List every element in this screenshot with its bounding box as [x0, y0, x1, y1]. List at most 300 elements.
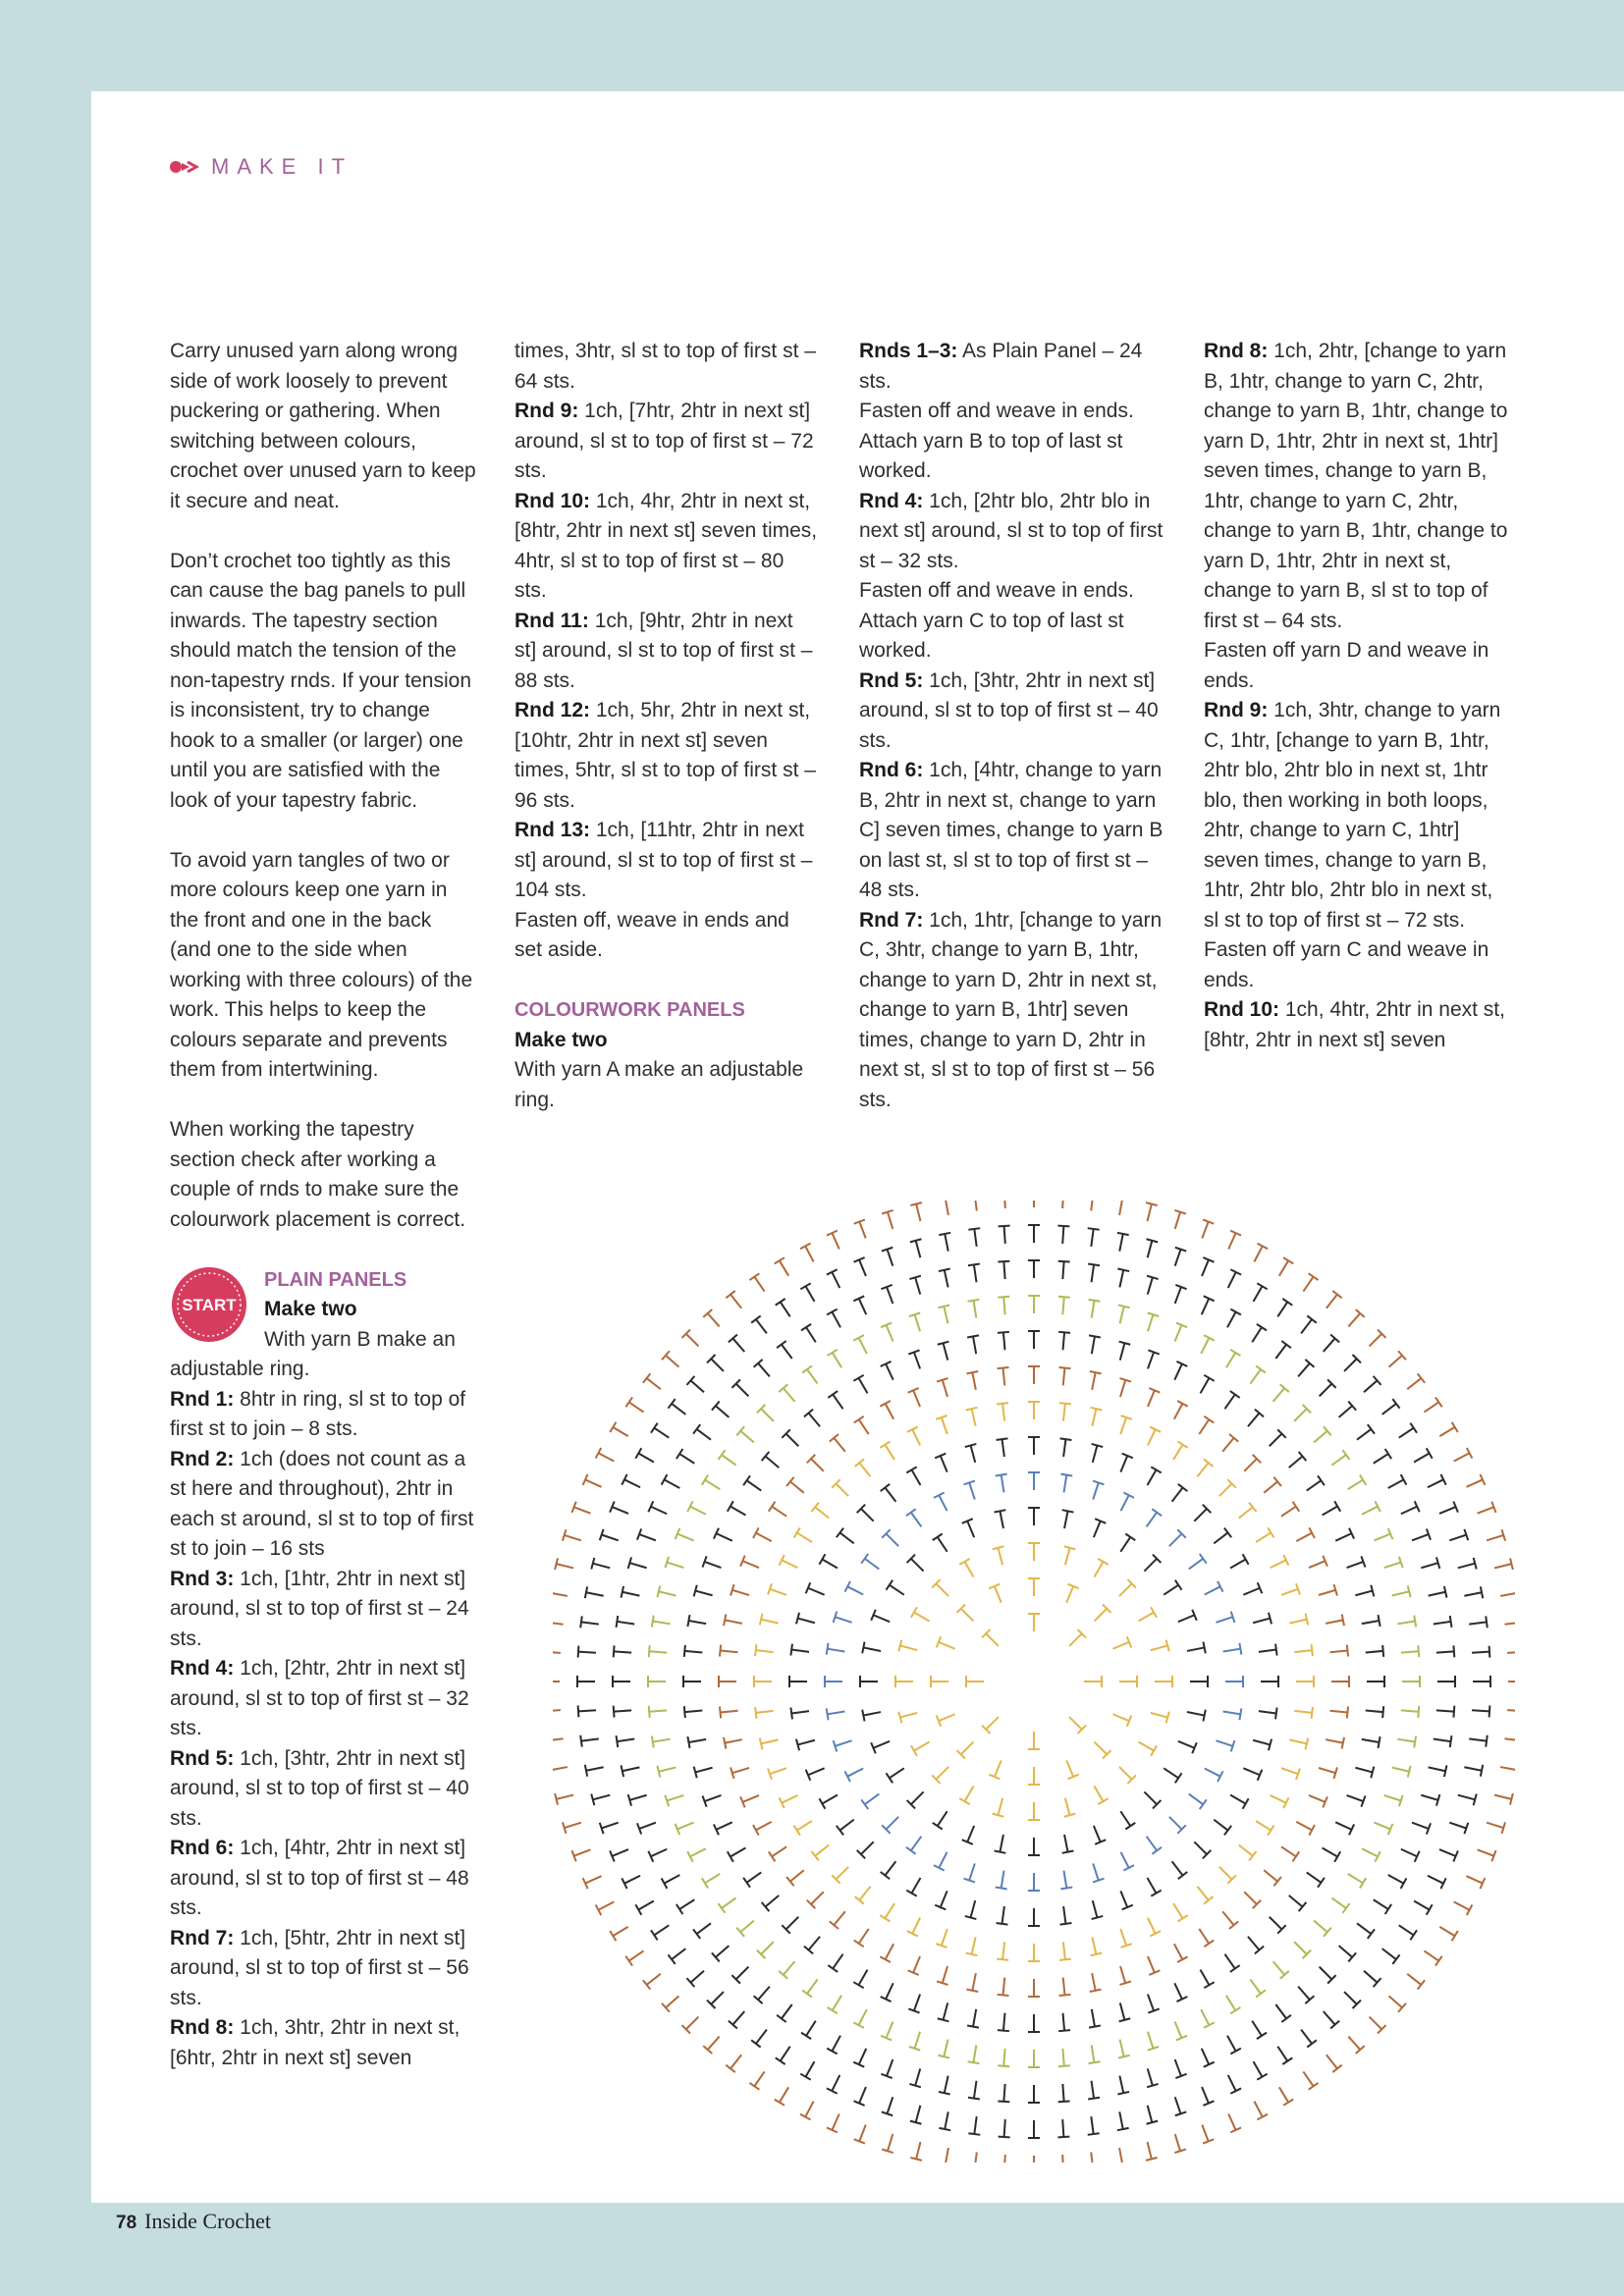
stitch-symbol: [1421, 1946, 1442, 1965]
stitch-symbol: [806, 1763, 827, 1781]
stitch-symbol: [964, 1481, 981, 1502]
stitch-symbol: [1253, 1816, 1274, 1836]
stitch-symbol: [1195, 1375, 1214, 1397]
stitch-symbol: [1410, 1817, 1431, 1835]
stitch-symbol: [1240, 1888, 1261, 1908]
stitch-symbol: [736, 1426, 757, 1447]
stitch-symbol: [694, 1762, 714, 1778]
stitch-symbol: [832, 1863, 852, 1884]
stitch-symbol: [1186, 1706, 1206, 1721]
stitch-symbol: [657, 1762, 677, 1778]
stitch-symbol: [776, 1299, 795, 1320]
stitch-symbol: [853, 2046, 871, 2066]
stitch-symbol: [862, 1642, 882, 1657]
stitch-symbol: [1085, 2115, 1099, 2134]
stitch-symbol: [553, 1761, 568, 1776]
stitch-symbol: [1193, 1883, 1214, 1904]
stitch-symbol: [1433, 1616, 1452, 1629]
round-line: Rnd 9: 1ch, [7htr, 2htr in next st] around, sl st to top of first st – 72 sts.: [514, 400, 814, 482]
stitch-symbol: [1398, 1843, 1419, 1861]
stitch-symbol: [997, 1905, 1010, 1924]
stitch-symbol: [789, 1676, 807, 1687]
stitch-symbol: [827, 2033, 845, 2055]
stitch-symbol: [1464, 1871, 1485, 1889]
stitch-symbol: [908, 1992, 925, 2012]
stitch-symbol: [662, 1474, 683, 1493]
stitch-symbol: [1335, 1402, 1356, 1422]
stitch-symbol: [982, 1713, 1002, 1734]
stitch-symbol: [1169, 1362, 1187, 1382]
stitch-symbol: [1142, 1467, 1161, 1488]
stitch-symbol: [1435, 1645, 1454, 1658]
stitch-symbol: [1028, 1472, 1040, 1490]
stitch-symbol: [648, 1501, 669, 1519]
stitch-symbol: [882, 2132, 898, 2153]
stitch-symbol: [881, 1484, 900, 1506]
stitch-symbol: [1167, 1484, 1187, 1506]
stitch-symbol: [886, 1580, 907, 1600]
stitch-symbol: [610, 1502, 630, 1520]
stitch-symbol: [702, 1869, 724, 1889]
stitch-symbol: [651, 1423, 673, 1443]
stitch-symbol: [854, 1219, 872, 1240]
stitch-symbol: [1249, 2099, 1268, 2120]
stitch-symbol: [909, 2067, 926, 2088]
arrow-bullet-icon: [170, 159, 199, 175]
stitch-symbol: [610, 1422, 631, 1442]
stitch-symbol: [731, 1762, 751, 1779]
stitch-symbol: [1196, 1335, 1215, 1356]
stitch-symbol: [1420, 1557, 1440, 1574]
stitch-symbol: [779, 1957, 799, 1978]
stitch-symbol: [999, 1226, 1011, 1245]
stitch-symbol: [687, 1734, 707, 1748]
stitch-symbol: [1294, 1644, 1313, 1658]
stitch-symbol: [965, 1899, 981, 1919]
stitch-symbol: [1028, 2050, 1040, 2067]
stitch-symbol: [1272, 2043, 1292, 2064]
stitch-symbol: [939, 1269, 954, 1289]
stitch-symbol: [1028, 1543, 1040, 1561]
stitch-symbol: [880, 1441, 899, 1463]
stitch-symbol: [712, 1402, 732, 1422]
stitch-symbol: [908, 1954, 926, 1975]
start-badge-label: START: [182, 1295, 237, 1314]
stitch-symbol: [1268, 1789, 1288, 1808]
stitch-symbol: [754, 1676, 772, 1687]
stitch-symbol: [1456, 1789, 1476, 1805]
stitch-symbol: [553, 1704, 561, 1717]
stitch-symbol: [755, 1644, 774, 1658]
stitch-symbol: [857, 1838, 878, 1858]
stitch-symbol: [665, 1557, 685, 1574]
stitch-symbol: [1329, 1645, 1348, 1659]
stitch-symbol: [1056, 2048, 1069, 2066]
stitch-symbol: [854, 1926, 874, 1948]
stitch-symbol: [591, 1558, 611, 1574]
tip-paragraph: Don’t crochet too tightly as this can cause the bag panels to pull inwards. The tapestry section should match the tension of the non-tapestry rnds. If your tension is inconsistent, try to change hook to a smaller (or larger) one until you are satisfied with the look of your tapestry fabric.: [170, 549, 471, 812]
stitch-symbol: [553, 1676, 560, 1687]
stitch-symbol: [1142, 2067, 1159, 2088]
stitch-symbol: [1420, 1789, 1440, 1806]
stitch-symbol: [1185, 1789, 1207, 1809]
stitch-symbol: [1028, 1296, 1040, 1313]
stitch-symbol: [996, 1474, 1010, 1494]
stitch-symbol: [1114, 2038, 1130, 2057]
stitch-symbol: [882, 1529, 902, 1550]
round-line: Rnd 6: 1ch, [4htr, 2htr in next st] around, sl st to top of first st – 48 sts.: [170, 1837, 469, 1919]
stitch-symbol: [1507, 1646, 1515, 1659]
stitch-symbol: [702, 1556, 723, 1573]
stitch-symbol: [807, 1888, 828, 1908]
stitch-symbol: [583, 1871, 604, 1889]
stitch-symbol: [844, 1763, 865, 1782]
stitch-symbol: [1169, 1941, 1188, 1962]
stitch-symbol: [871, 1610, 892, 1628]
round-line: Rnd 12: 1ch, 5hr, 2htr in next st, [10htr, 2htr in next st] seven times, 5htr, sl st to top of first st – 96 sts.: [514, 699, 816, 812]
stitch-symbol: [1115, 1889, 1133, 1909]
plain-panels-heading: PLAIN PANELS: [264, 1268, 407, 1291]
stitch-symbol: [677, 1449, 698, 1468]
stitch-symbol: [1365, 1705, 1383, 1719]
stitch-symbol: [1028, 2085, 1040, 2103]
stitch-symbol: [762, 1891, 784, 1911]
stitch-symbol: [1056, 1261, 1069, 1280]
stitch-symbol: [832, 1479, 852, 1500]
stitch-symbol: [989, 1584, 1006, 1605]
stitch-symbol: [1310, 1916, 1330, 1937]
stitch-symbol: [1056, 2155, 1069, 2163]
stitch-symbol: [777, 2001, 796, 2022]
stitch-symbol: [1216, 1479, 1236, 1500]
stitch-symbol: [731, 1962, 752, 1983]
stitch-symbol: [1307, 1789, 1327, 1807]
stitch-symbol: [1252, 1735, 1272, 1750]
stitch-symbol: [793, 1816, 815, 1836]
stitch-symbol: [932, 1579, 952, 1600]
stitch-symbol: [1320, 1842, 1341, 1861]
stitch-symbol: [939, 1233, 953, 1253]
stitch-symbol: [749, 2068, 769, 2090]
stitch-symbol: [1220, 1950, 1240, 1972]
stitch-symbol: [703, 2033, 724, 2054]
stitch-symbol: [1176, 1610, 1197, 1628]
stitch-symbol: [999, 2155, 1011, 2163]
stitch-symbol: [997, 1942, 1010, 1960]
stitch-symbol: [1447, 1817, 1468, 1834]
stitch-symbol: [720, 1645, 738, 1659]
stitch-symbol: [1086, 1300, 1101, 1319]
stitch-symbol: [1197, 2085, 1215, 2106]
stitch-symbol: [1359, 1501, 1380, 1520]
stitch-symbol: [907, 1788, 928, 1808]
stitch-symbol: [1190, 1676, 1208, 1687]
stitch-symbol: [1400, 1645, 1419, 1658]
instruction-line: Rnd 9: 1ch, 3htr, change to yarn C, 1htr, [change to yarn B, 1htr, 2htr blo, 2htr blo in next st, 1htr blo, then working in both loops, 2htr, change to yarn C, 1htr] seven times, change to yarn B, 1htr, 2htr blo, 2htr blo in next st, sl st to top of first st – 72 sts.: [1204, 699, 1501, 932]
stitch-symbol: [1087, 1444, 1103, 1464]
instruction-line: Fasten off yarn C and weave in ends.: [1204, 938, 1489, 991]
stitch-symbol: [1272, 2001, 1291, 2022]
stitch-symbol: [931, 1676, 948, 1687]
plain-panels-intro: With yarn B make an adjustable ring.: [170, 1327, 456, 1380]
stitch-symbol: [968, 2044, 983, 2063]
stitch-symbol: [1222, 2033, 1241, 2055]
stitch-symbol: [855, 1883, 876, 1904]
stitch-symbol: [1115, 1849, 1134, 1870]
stitch-symbol: [940, 2147, 954, 2163]
stitch-symbol: [1216, 1863, 1236, 1884]
stitch-symbol: [1222, 1309, 1241, 1331]
stitch-symbol: [1087, 1899, 1103, 1919]
stitch-symbol: [881, 1858, 900, 1880]
stitch-symbol: [703, 1309, 724, 1330]
stitch-symbol: [1260, 1866, 1281, 1887]
stitch-symbol: [1057, 1438, 1071, 1457]
stitch-symbol: [1353, 1424, 1375, 1444]
instruction-line: Rnds 1–3: As Plain Panel – 24 sts.: [859, 340, 1143, 393]
stitch-symbol: [997, 1403, 1010, 1421]
stitch-symbol: [1169, 1210, 1186, 1231]
stitch-symbol: [1227, 1789, 1249, 1808]
stitch-symbol: [1142, 1427, 1161, 1448]
stitch-symbol: [1437, 1676, 1455, 1687]
stitch-symbol: [762, 1452, 784, 1472]
stitch-symbol: [786, 1477, 808, 1498]
stitch-symbol: [702, 1475, 724, 1495]
stitch-symbol: [686, 1966, 707, 1987]
stitch-symbol: [1322, 1291, 1342, 1312]
stitch-symbol: [625, 1946, 647, 1965]
stitch-symbol: [1221, 1350, 1241, 1371]
stitch-symbol: [938, 1305, 953, 1324]
stitch-symbol: [1149, 1640, 1168, 1656]
stitch-symbol: [933, 1808, 952, 1830]
stitch-symbol: [1028, 1402, 1040, 1419]
stitch-symbol: [936, 1927, 952, 1948]
stitch-symbol: [1294, 1360, 1315, 1380]
stitch-symbol: [782, 1912, 802, 1933]
stitch-symbol: [998, 1261, 1010, 1280]
stitch-symbol: [854, 2122, 872, 2143]
stitch-symbol: [585, 1586, 605, 1601]
stitch-symbol: [934, 1492, 952, 1513]
plain-panels-block: [170, 1265, 476, 2074]
stitch-symbol: [622, 1762, 641, 1778]
stitch-symbol: [1507, 1704, 1515, 1717]
stitch-symbol: [596, 1448, 618, 1467]
stitch-symbol: [553, 1646, 561, 1659]
round-line: Rnd 7: 1ch, [5htr, 2htr in next st] around, sl st to top of first st – 56 sts.: [170, 1926, 469, 2009]
stitch-symbol: [1222, 2072, 1241, 2093]
stitch-symbol: [1197, 1257, 1215, 1278]
stitch-symbol: [827, 1269, 845, 1290]
stitch-symbol: [1293, 1817, 1315, 1836]
stitch-symbol: [1196, 2046, 1214, 2066]
stitch-symbol: [1196, 1296, 1214, 1316]
stitch-symbol: [790, 1644, 809, 1658]
stitch-symbol: [677, 1895, 698, 1914]
stitch-symbol: [1310, 1426, 1330, 1447]
stitch-symbol: [1169, 1323, 1187, 1344]
stitch-symbol: [837, 1815, 858, 1835]
stitch-symbol: [1249, 1244, 1268, 1265]
stitch-symbol: [1296, 2026, 1316, 2048]
stitch-symbol: [1115, 1492, 1134, 1513]
stitch-symbol: [779, 1384, 799, 1405]
stitch-symbol: [1333, 1528, 1354, 1546]
stitch-symbol: [1456, 1558, 1476, 1574]
stitch-symbol: [881, 1323, 898, 1344]
stitch-symbol: [643, 1969, 665, 1990]
stitch-symbol: [591, 1789, 611, 1805]
stitch-symbol: [1142, 1350, 1159, 1370]
stitch-symbol: [1285, 1891, 1307, 1911]
stitch-symbol: [1085, 2152, 1099, 2163]
stitch-symbol: [1425, 1870, 1445, 1889]
stitch-symbol: [1402, 1676, 1420, 1687]
start-badge: [170, 1265, 248, 1344]
stitch-symbol: [622, 1586, 641, 1602]
stitch-symbol: [563, 1529, 583, 1546]
stitch-symbol: [998, 2083, 1010, 2102]
stitch-symbol: [995, 1510, 1009, 1529]
stitch-symbol: [648, 1843, 669, 1861]
stitch-symbol: [1058, 1870, 1073, 1890]
stitch-symbol: [1028, 1366, 1040, 1384]
page: [91, 91, 1624, 2203]
stitch-symbol: [1361, 1734, 1380, 1748]
stitch-symbol: [1475, 1502, 1495, 1520]
stitch-symbol: [707, 1988, 728, 2008]
stitch-symbol: [1061, 1758, 1079, 1779]
stitch-symbol: [1340, 1355, 1361, 1375]
stitch-symbol: [1247, 1324, 1267, 1346]
stitch-symbol: [702, 1789, 723, 1806]
stitch-symbol: [1176, 1735, 1197, 1753]
stitch-symbol: [613, 1676, 630, 1687]
crochet-chart: [553, 1201, 1515, 2163]
stitch-symbol: [1223, 2111, 1241, 2132]
stitch-symbol: [775, 1257, 794, 1279]
stitch-symbol: [1197, 2122, 1215, 2143]
stitch-symbol: [643, 1373, 665, 1394]
stitch-symbol: [1115, 1415, 1132, 1436]
stitch-symbol: [1065, 1629, 1086, 1650]
stitch-symbol: [1115, 1579, 1136, 1600]
stitch-symbol: [754, 1360, 775, 1380]
stitch-symbol: [1436, 1922, 1458, 1942]
stitch-symbol: [1365, 1645, 1383, 1659]
stitch-symbol: [1385, 1351, 1406, 1371]
stitch-symbol: [1185, 1554, 1207, 1574]
stitch-symbol: [686, 1376, 707, 1397]
stitch-symbol: [956, 1604, 977, 1625]
stitch-symbol: [1269, 1957, 1289, 1978]
stitch-symbol: [687, 1501, 708, 1520]
stitch-symbol: [719, 1676, 736, 1687]
stitch-symbol: [1086, 2008, 1101, 2028]
stitch-symbol: [911, 1736, 933, 1755]
column-2: [514, 337, 819, 1115]
stitch-symbol: [1379, 1399, 1400, 1418]
stitch-symbol: [1196, 2006, 1215, 2027]
stitch-symbol: [969, 1201, 983, 1211]
stitch-symbol: [1140, 1555, 1161, 1575]
stitch-symbol: [731, 1379, 752, 1400]
stitch-symbol: [718, 1894, 739, 1913]
stitch-symbol: [940, 1201, 954, 1216]
stitch-symbol: [1499, 1587, 1515, 1602]
stitch-symbol: [1114, 1269, 1130, 1289]
stitch-symbol: [1246, 1365, 1266, 1387]
stitch-symbol: [1493, 1558, 1513, 1574]
stitch-symbol: [665, 1789, 685, 1806]
stitch-symbol: [830, 1907, 850, 1929]
stitch-symbol: [1328, 1450, 1350, 1469]
stitch-symbol: [936, 1415, 952, 1436]
stitch-symbol: [982, 1629, 1002, 1650]
stitch-symbol: [827, 2111, 844, 2132]
stitch-symbol: [1433, 1734, 1452, 1747]
stitch-symbol: [937, 1709, 957, 1727]
stitch-symbol: [1114, 1378, 1131, 1399]
stitch-symbol: [563, 1817, 583, 1834]
stitch-symbol: [999, 1201, 1011, 1208]
stitch-symbol: [907, 1915, 926, 1936]
stitch-symbol: [1240, 1455, 1261, 1475]
stitch-symbol: [804, 1410, 825, 1431]
stitch-symbol: [1113, 2110, 1128, 2130]
stitch-symbol: [935, 1889, 952, 1909]
stitch-symbol: [1272, 1299, 1292, 1320]
stitch-symbol: [1065, 1713, 1086, 1734]
stitch-symbol: [676, 1817, 696, 1835]
stitch-symbol: [966, 1936, 982, 1955]
stitch-symbol: [1169, 2132, 1186, 2153]
stitch-symbol: [1290, 1405, 1311, 1425]
stitch-symbol: [1265, 1912, 1285, 1933]
stitch-symbol: [1142, 1202, 1158, 1222]
stitch-symbol: [1382, 1557, 1403, 1574]
stitch-symbol: [1115, 1454, 1133, 1474]
stitch-symbol: [1140, 1788, 1161, 1808]
stitch-symbol: [1451, 1896, 1473, 1915]
stitch-symbol: [1243, 1410, 1264, 1431]
stitch-symbol: [1028, 1225, 1040, 1243]
stitch-symbol: [1028, 1437, 1040, 1455]
stitch-symbol: [753, 1817, 775, 1836]
stitch-symbol: [998, 2048, 1010, 2066]
stitch-symbol: [1195, 1967, 1214, 1989]
stitch-symbol: [959, 1784, 978, 1805]
stitch-symbol: [577, 1676, 595, 1687]
stitch-symbol: [1028, 1732, 1040, 1749]
stitch-symbol: [1085, 1228, 1099, 1247]
stitch-symbol: [1193, 1459, 1214, 1480]
stitch-symbol: [964, 1862, 981, 1883]
colourwork-heading: COLOURWORK PANELS: [514, 999, 745, 1021]
stitch-symbol: [740, 1789, 761, 1807]
stitch-symbol: [1057, 1403, 1071, 1421]
stitch-symbol: [614, 1645, 632, 1658]
stitch-symbol: [800, 1244, 819, 1265]
stitch-symbol: [811, 1503, 833, 1523]
stitch-symbol: [830, 1434, 850, 1456]
stitch-symbol: [807, 1455, 828, 1475]
stitch-symbol: [1113, 2147, 1128, 2163]
stitch-symbol: [1382, 1789, 1403, 1806]
stitch-symbol: [1333, 1817, 1354, 1835]
